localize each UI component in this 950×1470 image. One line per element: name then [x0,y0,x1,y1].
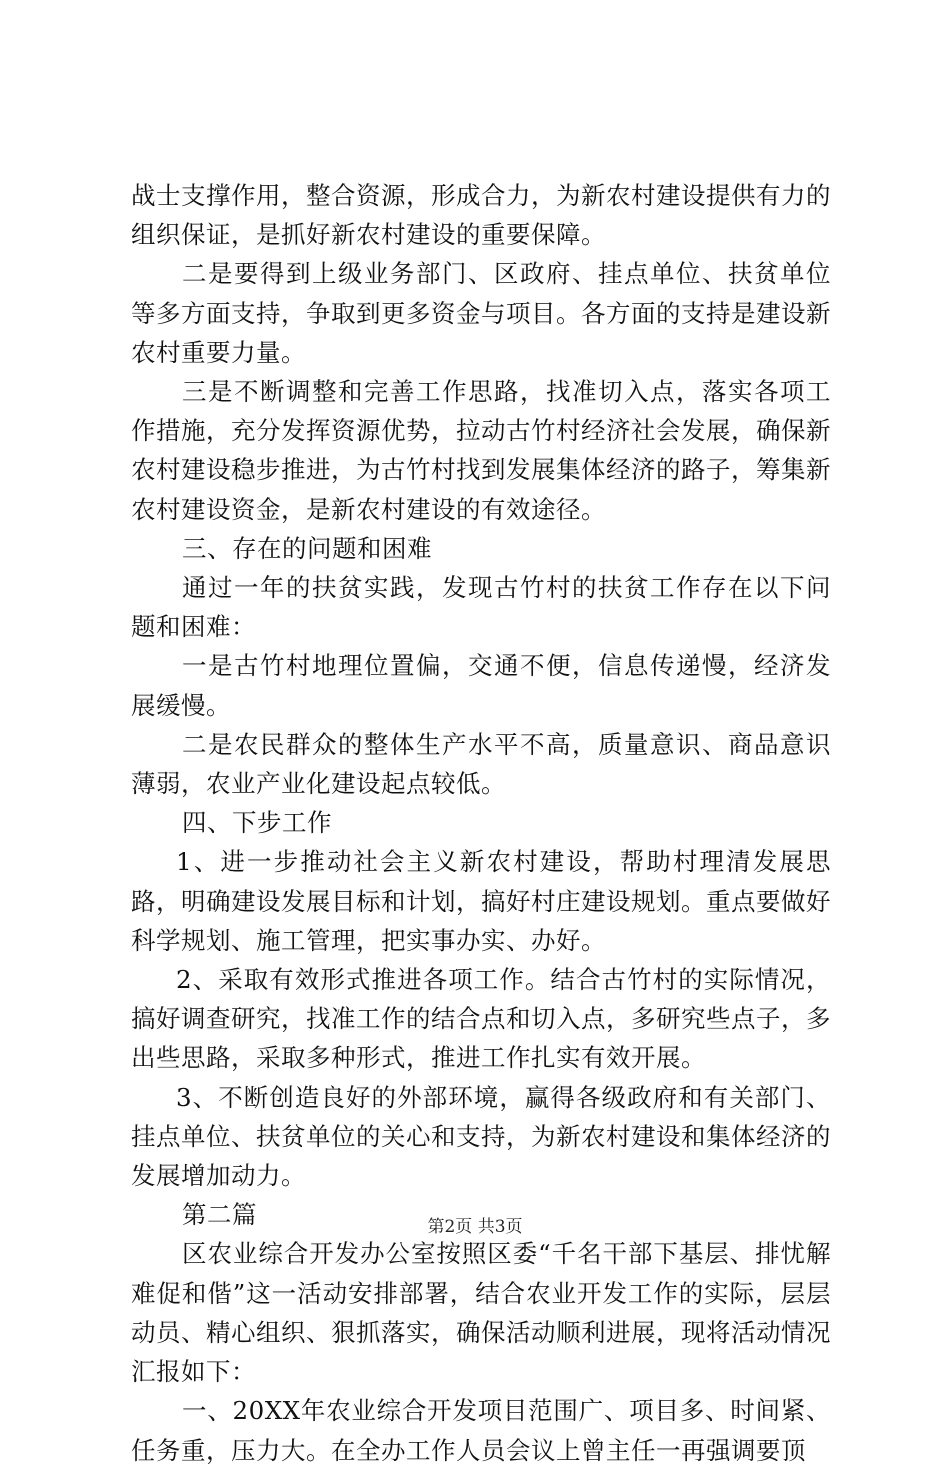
section-heading-problems: 三、存在的问题和困难 [182,533,432,563]
paragraph-2: 二是要得到上级业务部门、区政府、挂点单位、扶贫单位等多方面支持，争取到更多资金与项目。各方面的支持是建设新农村重要力量。 [131,259,831,367]
section-heading-next-steps: 四、下步工作 [182,808,332,838]
paragraph-11: 3、不断创造良好的外部环境，赢得各级政府和有关部门、挂点单位、扶贫单位的关心和支持，为新农村建设和集体经济的发展增加动力。 [131,1082,831,1191]
paragraph-1: 战士支撑作用，整合资源，形成合力，为新农村建设提供有力的组织保证，是抓好新农村建设的重要保障。 [131,181,831,250]
paragraph-14: 一、20XX年农业综合开发项目范围广、项目多、时间紧、任务重，压力大。在全办工作人员会议上曾主任一再强调要顶 [131,1396,831,1465]
paragraph-13: 区农业综合开发办公室按照区委“千名干部下基层、排忧解难促和偕”这一活动安排部署，结合农业开发工作的实际，层层动员、精心组织、狠抓落实，确保活动顺利进展，现将活动情况汇报如下： [131,1239,831,1387]
paragraph-6: 一是古竹村地理位置偏，交通不便，信息传递慢，经济发展缓慢。 [131,651,831,720]
paragraph-7: 二是农民群众的整体生产水平不高，质量意识、商品意识薄弱，农业产业化建设起点较低。 [131,729,831,799]
document-body [131,176,831,1470]
paragraph-3: 三是不断调整和完善工作思路，找准切入点，落实各项工作措施，充分发挥资源优势，拉动古竹村经济社会发展，确保新农村建设稳步推进，为古竹村找到发展集体经济的路子，筹集新农村建设资金，是新农村建设的有效途径。 [131,377,831,524]
paragraph-9: 1、进一步推动社会主义新农村建设，帮助村理清发展思路，明确建设发展目标和计划，搞好村庄建设规划。重点要做好科学规划、施工管理，把实事办实、办好。 [131,847,831,955]
part-heading-second: 第二篇 [182,1200,257,1230]
page-number-footer: 第2页 共3页 [427,1217,523,1237]
paragraph-5: 通过一年的扶贫实践，发现古竹村的扶贫工作存在以下问题和困难： [131,573,831,642]
paragraph-10: 2、采取有效形式推进各项工作。结合古竹村的实际情况，搞好调查研究，找准工作的结合点和切入点，多研究些点子，多出些思路，采取多种形式，推进工作扎实有效开展。 [131,965,831,1073]
